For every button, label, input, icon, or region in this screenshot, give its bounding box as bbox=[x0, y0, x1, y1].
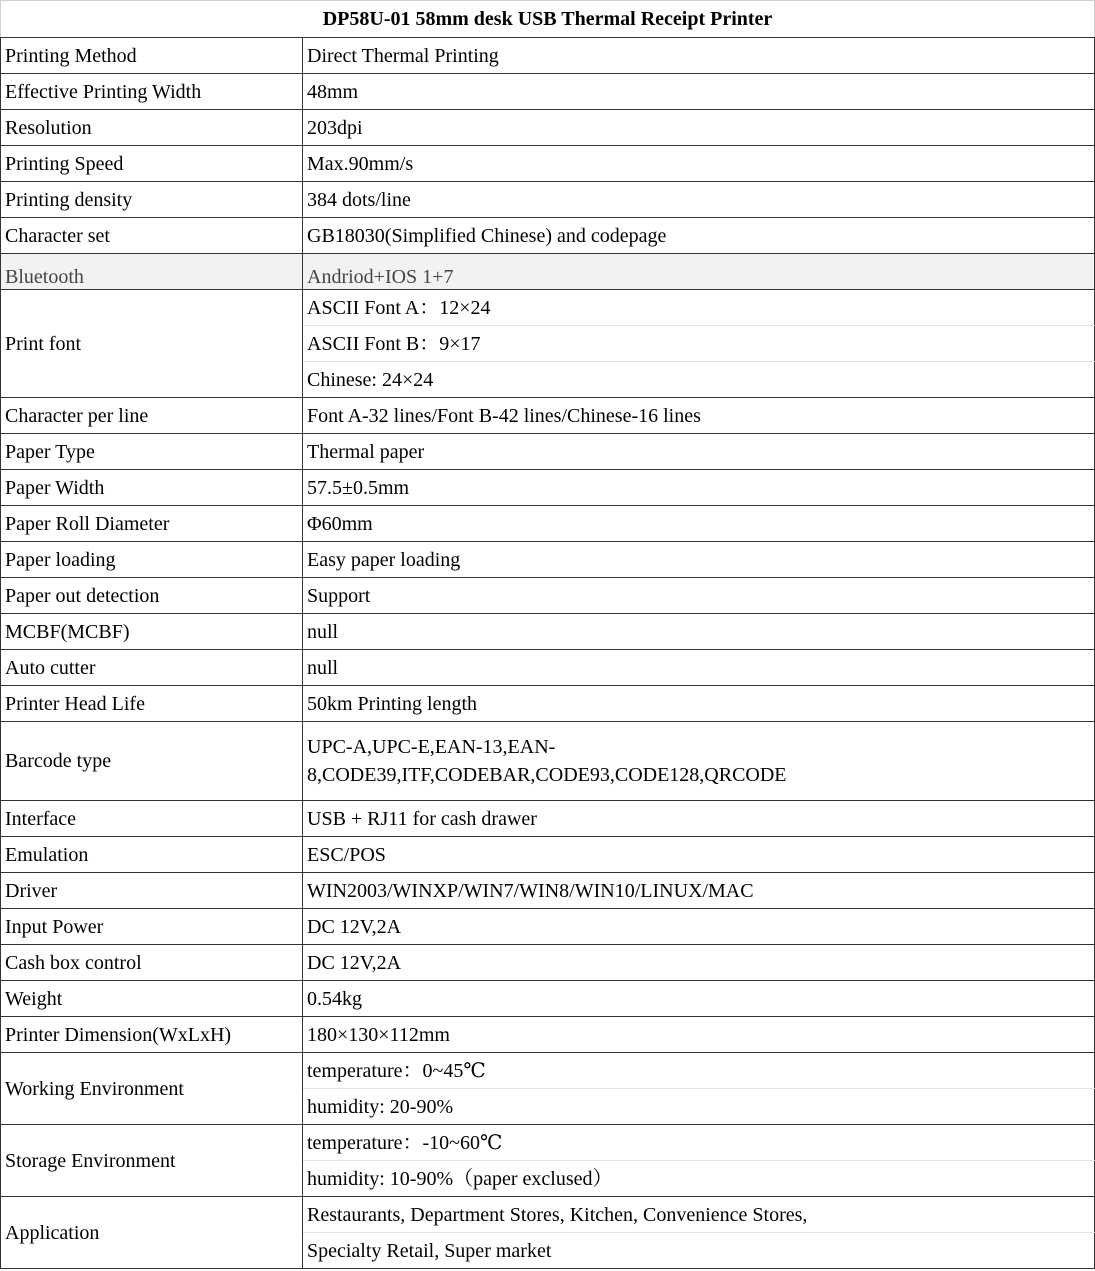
table-row bbox=[1, 218, 1095, 254]
row-value: WIN2003/WINXP/WIN7/WIN8/WIN10/LINUX/MAC bbox=[303, 873, 1095, 909]
row-value: 180×130×112mm bbox=[303, 1017, 1095, 1053]
row-value: 50km Printing length bbox=[303, 686, 1095, 722]
row-value: Andriod+IOS 1+7 bbox=[303, 254, 1095, 290]
table-row bbox=[1, 981, 1095, 1017]
row-value: Thermal paper bbox=[303, 434, 1095, 470]
row-value: UPC-A,UPC-E,EAN-13,EAN-8,CODE39,ITF,CODEBAR,CODE93,CODE128,QRCODE bbox=[303, 722, 1095, 801]
row-value: Font A-32 lines/Font B-42 lines/Chinese-16 lines bbox=[303, 398, 1095, 434]
row-value: null bbox=[303, 614, 1095, 650]
row-value: ASCII Font A：12×24 bbox=[303, 290, 1095, 326]
row-label: Weight bbox=[1, 981, 303, 1017]
row-label: Emulation bbox=[1, 837, 303, 873]
row-label: Driver bbox=[1, 873, 303, 909]
row-value: GB18030(Simplified Chinese) and codepage bbox=[303, 218, 1095, 254]
row-value: DC 12V,2A bbox=[303, 945, 1095, 981]
row-label: Printing Speed bbox=[1, 146, 303, 182]
row-value: Direct Thermal Printing bbox=[303, 38, 1095, 74]
table-row bbox=[1, 506, 1095, 542]
table-row bbox=[1, 1197, 1095, 1233]
row-label: Character set bbox=[1, 218, 303, 254]
row-label: Paper Type bbox=[1, 434, 303, 470]
table-row bbox=[1, 470, 1095, 506]
row-label: Storage Environment bbox=[1, 1125, 303, 1197]
table-row bbox=[1, 686, 1095, 722]
row-value: 48mm bbox=[303, 74, 1095, 110]
row-value: ASCII Font B：9×17 bbox=[303, 326, 1095, 362]
table-row bbox=[1, 1017, 1095, 1053]
table-row bbox=[1, 1125, 1095, 1161]
row-value: null bbox=[303, 650, 1095, 686]
table-row bbox=[1, 74, 1095, 110]
row-label: Working Environment bbox=[1, 1053, 303, 1125]
row-value: Φ60mm bbox=[303, 506, 1095, 542]
row-label: MCBF(MCBF) bbox=[1, 614, 303, 650]
row-value: Chinese: 24×24 bbox=[303, 362, 1095, 398]
row-value: ESC/POS bbox=[303, 837, 1095, 873]
row-value: Max.90mm/s bbox=[303, 146, 1095, 182]
row-label: Character per line bbox=[1, 398, 303, 434]
row-label: Barcode type bbox=[1, 722, 303, 801]
row-label: Resolution bbox=[1, 110, 303, 146]
row-label: Print font bbox=[1, 290, 303, 398]
table-row bbox=[1, 398, 1095, 434]
row-value: USB + RJ11 for cash drawer bbox=[303, 801, 1095, 837]
table-row bbox=[1, 650, 1095, 686]
row-label: Paper out detection bbox=[1, 578, 303, 614]
table-title: DP58U-01 58mm desk USB Thermal Receipt Printer bbox=[1, 1, 1095, 38]
table-row bbox=[1, 182, 1095, 218]
table-row bbox=[1, 38, 1095, 74]
row-value: humidity: 20-90% bbox=[303, 1089, 1095, 1125]
row-label: Application bbox=[1, 1197, 303, 1269]
table-row bbox=[1, 837, 1095, 873]
row-label: Printer Dimension(WxLxH) bbox=[1, 1017, 303, 1053]
row-label: Printer Head Life bbox=[1, 686, 303, 722]
row-value: Restaurants, Department Stores, Kitchen, Convenience Stores, bbox=[303, 1197, 1095, 1233]
row-label: Paper Width bbox=[1, 470, 303, 506]
row-label: Cash box control bbox=[1, 945, 303, 981]
table-row bbox=[1, 722, 1095, 801]
row-label: Printing density bbox=[1, 182, 303, 218]
table-row bbox=[1, 110, 1095, 146]
row-label: Paper Roll Diameter bbox=[1, 506, 303, 542]
title-row bbox=[1, 1, 1095, 38]
row-label: Interface bbox=[1, 801, 303, 837]
row-value: 384 dots/line bbox=[303, 182, 1095, 218]
table-row bbox=[1, 1053, 1095, 1089]
table-row bbox=[1, 614, 1095, 650]
row-label: Paper loading bbox=[1, 542, 303, 578]
table-row bbox=[1, 542, 1095, 578]
row-label: Auto cutter bbox=[1, 650, 303, 686]
table-row bbox=[1, 909, 1095, 945]
row-value: 0.54kg bbox=[303, 981, 1095, 1017]
table-row bbox=[1, 254, 1095, 290]
row-value: Specialty Retail, Super market bbox=[303, 1233, 1095, 1269]
table-row bbox=[1, 801, 1095, 837]
table-row bbox=[1, 945, 1095, 981]
row-label: Effective Printing Width bbox=[1, 74, 303, 110]
row-value: 57.5±0.5mm bbox=[303, 470, 1095, 506]
row-value: humidity: 10-90%（paper exclused） bbox=[303, 1161, 1095, 1197]
table-row bbox=[1, 434, 1095, 470]
row-label: Bluetooth bbox=[1, 254, 303, 290]
row-label: Printing Method bbox=[1, 38, 303, 74]
row-value: 203dpi bbox=[303, 110, 1095, 146]
row-value: DC 12V,2A bbox=[303, 909, 1095, 945]
table-row bbox=[1, 578, 1095, 614]
row-value: temperature：-10~60℃ bbox=[303, 1125, 1095, 1161]
row-value: temperature：0~45℃ bbox=[303, 1053, 1095, 1089]
table-row bbox=[1, 873, 1095, 909]
table-row bbox=[1, 146, 1095, 182]
table-row bbox=[1, 290, 1095, 326]
row-value: Support bbox=[303, 578, 1095, 614]
row-label: Input Power bbox=[1, 909, 303, 945]
row-value: Easy paper loading bbox=[303, 542, 1095, 578]
